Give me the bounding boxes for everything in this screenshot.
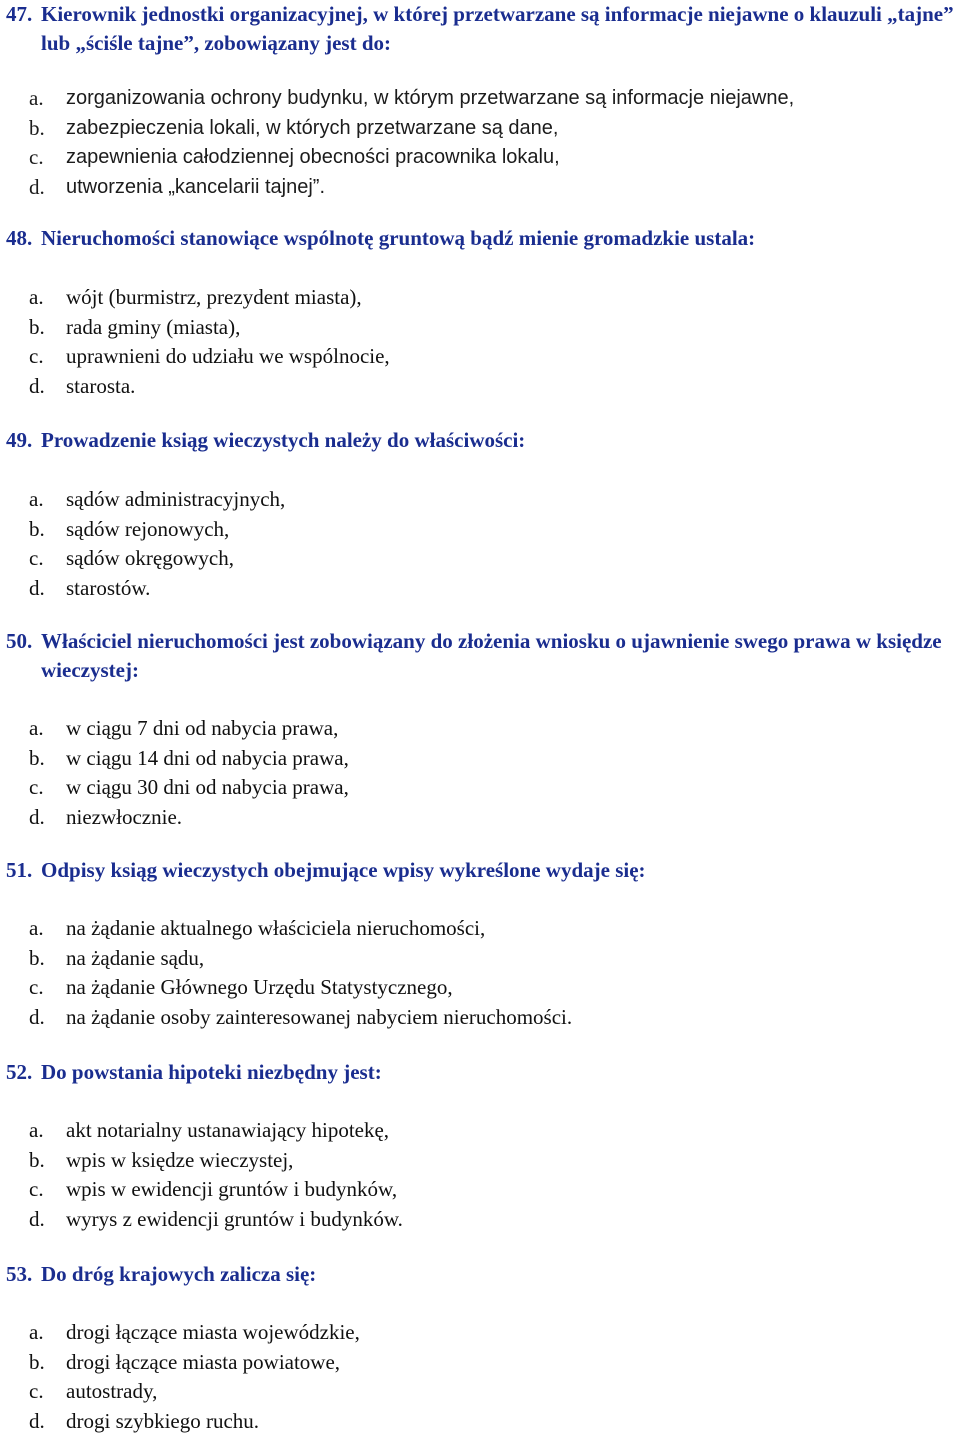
question-text: Kierownik jednostki organizacyjnej, w której przetwarzane są informacje niejawne o klauzuli „tajne” lub „ściśle tajne”, zobowiązany jest do: <box>41 0 956 58</box>
answer-option <box>6 1116 960 1146</box>
question-heading <box>6 856 960 885</box>
question-number: 51. <box>6 856 41 885</box>
answer-letter: c. <box>6 143 66 173</box>
answer-text: starostów. <box>66 574 960 604</box>
question-heading <box>6 1058 960 1087</box>
question-number: 49. <box>6 426 41 455</box>
answer-letter: c. <box>6 544 66 574</box>
answer-list <box>6 1116 960 1234</box>
answer-list <box>6 1318 960 1436</box>
answer-text: na żądanie sądu, <box>66 944 960 974</box>
answer-text: sądów okręgowych, <box>66 544 960 574</box>
answer-letter: a. <box>6 1116 66 1146</box>
answer-option <box>6 973 960 1003</box>
question-text: Nieruchomości stanowiące wspólnotę gruntową bądź mienie gromadzkie ustala: <box>41 224 960 253</box>
answer-text: autostrady, <box>66 1377 960 1407</box>
answer-option <box>6 372 960 402</box>
answer-letter: d. <box>6 803 66 833</box>
question-heading <box>6 0 960 58</box>
answer-text: utworzenia „kancelarii tajnej”. <box>66 173 960 203</box>
answer-option <box>6 1003 960 1033</box>
answer-letter: b. <box>6 515 66 545</box>
question-heading <box>6 426 960 455</box>
answer-text: drogi łączące miasta wojewódzkie, <box>66 1318 960 1348</box>
answer-letter: d. <box>6 574 66 604</box>
answer-text: akt notarialny ustanawiający hipotekę, <box>66 1116 960 1146</box>
answer-option <box>6 1205 960 1235</box>
answer-option <box>6 515 960 545</box>
question-number: 48. <box>6 224 41 253</box>
answer-text: niezwłocznie. <box>66 803 960 833</box>
answer-letter: c. <box>6 973 66 1003</box>
answer-letter: c. <box>6 1175 66 1205</box>
answer-text: sądów rejonowych, <box>66 515 960 545</box>
question-heading <box>6 1260 960 1289</box>
answer-option <box>6 773 960 803</box>
answer-letter: b. <box>6 1348 66 1378</box>
answer-text: zorganizowania ochrony budynku, w którym przetwarzane są informacje niejawne, <box>66 84 960 114</box>
answer-letter: b. <box>6 1146 66 1176</box>
answer-option <box>6 944 960 974</box>
answer-option <box>6 803 960 833</box>
answer-text: zabezpieczenia lokali, w których przetwarzane są dane, <box>66 114 960 144</box>
answer-option <box>6 1318 960 1348</box>
question-text: Odpisy ksiąg wieczystych obejmujące wpisy wykreślone wydaje się: <box>41 856 960 885</box>
answer-text: w ciągu 14 dni od nabycia prawa, <box>66 744 960 774</box>
answer-option <box>6 342 960 372</box>
answer-letter: a. <box>6 914 66 944</box>
answer-text: wpis w ewidencji gruntów i budynków, <box>66 1175 960 1205</box>
answer-list <box>6 485 960 603</box>
question-heading <box>6 224 960 253</box>
answer-letter: d. <box>6 1407 66 1436</box>
answer-letter: a. <box>6 283 66 313</box>
answer-letter: d. <box>6 1205 66 1235</box>
question-51 <box>6 856 960 1032</box>
answer-option <box>6 1348 960 1378</box>
answer-text: uprawnieni do udziału we wspólnocie, <box>66 342 960 372</box>
answer-list <box>6 714 960 832</box>
question-text: Właściciel nieruchomości jest zobowiązany do złożenia wniosku o ujawnienie swego prawa w księdze wieczystej: <box>41 627 960 685</box>
answer-text: wpis w księdze wieczystej, <box>66 1146 960 1176</box>
answer-letter: b. <box>6 944 66 974</box>
answer-letter: b. <box>6 313 66 343</box>
question-53 <box>6 1260 960 1436</box>
answer-text: w ciągu 7 dni od nabycia prawa, <box>66 714 960 744</box>
answer-option <box>6 283 960 313</box>
question-heading <box>6 627 960 685</box>
question-number: 52. <box>6 1058 41 1087</box>
answer-option <box>6 544 960 574</box>
answer-letter: a. <box>6 485 66 515</box>
answer-text: zapewnienia całodziennej obecności pracownika lokalu, <box>66 143 960 173</box>
answer-text: rada gminy (miasta), <box>66 313 960 343</box>
answer-text: drogi łączące miasta powiatowe, <box>66 1348 960 1378</box>
answer-option <box>6 574 960 604</box>
answer-letter: d. <box>6 1003 66 1033</box>
answer-list <box>6 914 960 1032</box>
answer-option <box>6 1146 960 1176</box>
answer-text: wyrys z ewidencji gruntów i budynków. <box>66 1205 960 1235</box>
answer-text: wójt (burmistrz, prezydent miasta), <box>66 283 960 313</box>
question-text: Prowadzenie ksiąg wieczystych należy do właściwości: <box>41 426 960 455</box>
question-48 <box>6 224 960 401</box>
question-number: 53. <box>6 1260 41 1289</box>
answer-text: na żądanie Głównego Urzędu Statystycznego, <box>66 973 960 1003</box>
answer-letter: a. <box>6 714 66 744</box>
answer-letter: b. <box>6 114 66 144</box>
answer-letter: b. <box>6 744 66 774</box>
question-number: 47. <box>6 0 41 58</box>
answer-text: starosta. <box>66 372 960 402</box>
answer-option <box>6 143 960 173</box>
answer-letter: d. <box>6 173 66 203</box>
answer-text: w ciągu 30 dni od nabycia prawa, <box>66 773 960 803</box>
answer-option <box>6 1407 960 1436</box>
answer-letter: d. <box>6 372 66 402</box>
answer-option <box>6 485 960 515</box>
answer-option <box>6 714 960 744</box>
question-47 <box>6 0 960 202</box>
answer-option <box>6 744 960 774</box>
answer-letter: c. <box>6 773 66 803</box>
question-number: 50. <box>6 627 41 685</box>
answer-letter: c. <box>6 1377 66 1407</box>
answer-option <box>6 173 960 203</box>
answer-option <box>6 1377 960 1407</box>
answer-list <box>6 84 960 202</box>
answer-letter: c. <box>6 342 66 372</box>
question-49 <box>6 426 960 603</box>
question-text: Do powstania hipoteki niezbędny jest: <box>41 1058 960 1087</box>
answer-option <box>6 84 960 114</box>
question-52 <box>6 1058 960 1234</box>
answer-option <box>6 313 960 343</box>
answer-option <box>6 1175 960 1205</box>
answer-letter: a. <box>6 1318 66 1348</box>
answer-option <box>6 914 960 944</box>
question-50 <box>6 627 960 832</box>
question-text: Do dróg krajowych zalicza się: <box>41 1260 960 1289</box>
answer-letter: a. <box>6 84 66 114</box>
answer-text: drogi szybkiego ruchu. <box>66 1407 960 1436</box>
answer-option <box>6 114 960 144</box>
answer-text: sądów administracyjnych, <box>66 485 960 515</box>
answer-text: na żądanie aktualnego właściciela nieruchomości, <box>66 914 960 944</box>
answer-list <box>6 283 960 401</box>
answer-text: na żądanie osoby zainteresowanej nabyciem nieruchomości. <box>66 1003 960 1033</box>
